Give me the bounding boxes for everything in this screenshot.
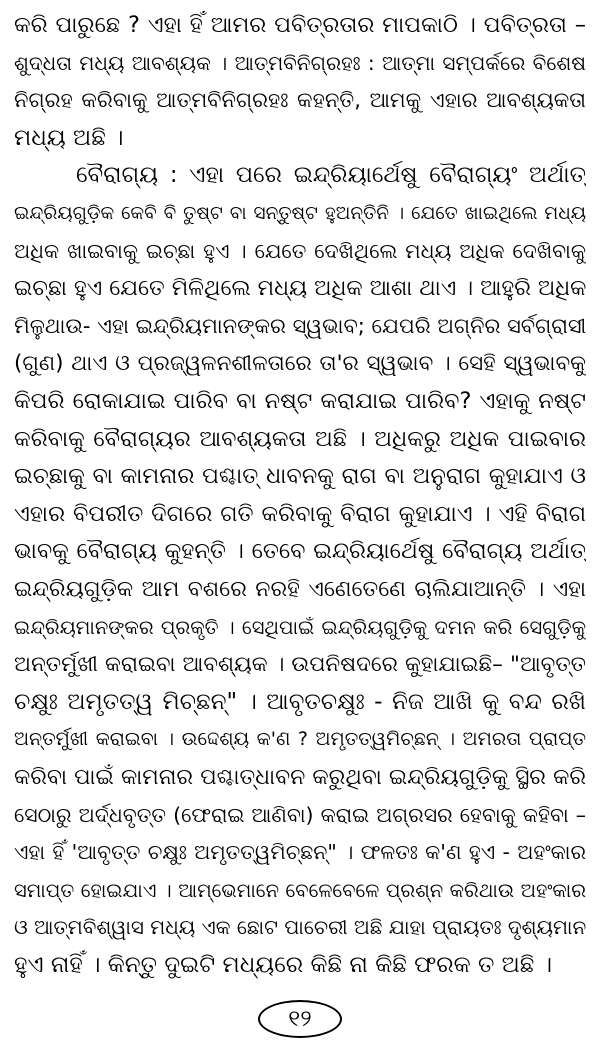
text-line: ଶୁଦ୍ଧତା ମଧ୍ୟ ଆବଶ୍ୟକ । ଆତ୍ମବିନିଗ୍ରହଃ : ଆତ୍ମା ସମ୍ପର୍କରେ ବିଶେଷ — [14, 50, 586, 75]
text-line: କରିବା ପାଇଁ କାମନାର ପଶ୍ଚାତ୍‌ଧାବନ କରୁଥିବା ଇନ୍ଦ୍ରିୟଗୁଡ଼ିକୁ ସ୍ଥିର କରି — [14, 765, 586, 790]
text-line: ଏହା ହିଁ 'ଆବୃତ୍ତ ଚକ୍ଷୁଃ ଅମୃତତ୍ୱମିଚ୍ଛନ୍" । ଫଳତଃ କ'ଣ ହୁଏ - ଅହଂକାର — [14, 840, 586, 865]
text-line: ହୁଏ ନାହିଁ । କିନ୍ତୁ ଦୁଇଟି ମଧ୍ୟରେ କିଛି ନା କିଛି ଫରକ ତ ଅଛି । — [14, 952, 553, 978]
text-line: ଇଚ୍ଛା ହୁଏ ଯେତେ ମିଳିଥିଲେ ମଧ୍ୟ ଅଧିକ ଆଶା ଥାଏ । ଆହୁରି ଅଧିକ — [14, 276, 586, 302]
text-line: ଇନ୍ଦ୍ରିୟଗୁଡ଼ିକ କେବି ବି ତୁଷ୍ଟ ବା ସନ୍ତୁଷ୍ଟ ହୁଅନ୍ତିନି । ଯେତେ ଖାଇଥିଲେ ମଧ୍ୟ — [14, 203, 586, 224]
text-line: ଇଚ୍ଛାକୁ ବା କାମନାର ପଶ୍ଚାତ୍ ଧାବନକୁ ରାଗ ବା ଅନୁରାଗ କୁହାଯାଏ ଓ — [14, 463, 586, 490]
text-line: ମଧ୍ୟ ଅଛି । — [14, 124, 124, 151]
page-number: ୧୨ — [258, 1000, 342, 1038]
text-line: ଭାବକୁ ବୈରାଗ୍ୟ କୁହନ୍ତି । ତେବେ ଇନ୍ଦ୍ରିୟାର୍ଥେଷୁ ବୈରାଗ୍ୟ ଅର୍ଥାତ୍ — [14, 538, 586, 565]
section-heading-line: ବୈରାଗ୍ୟ : ଏହା ପରେ ଇନ୍ଦ୍ରିୟାର୍ଥେଷୁ ବୈରାଗ୍ୟଂ ଅର୍ଥାତ୍ — [76, 162, 586, 189]
text-line: ଚକ୍ଷୁଃ ଅମୃତତ୍ୱ ମିଚ୍ଛନ୍" । ଆବୃତଚକ୍ଷୁଃ - ନିଜ ଆଖି କୁ ବନ୍ଦ ରଖି — [14, 688, 586, 715]
text-line: କରିବାକୁ ବୈରାଗ୍ୟର ଆବଶ୍ୟକତା ଅଛି । ଅଧିକରୁ ଅଧିକ ପାଇବାର — [14, 425, 586, 452]
text-line: ନିଗ୍ରହ କରିବାକୁ ଆତ୍ମବିନିଗ୍ରହଃ କହନ୍ତି, ଆମକୁ ଏହାର ଆବଶ୍ୟକତା — [14, 88, 586, 113]
text-line: ଓ ଆତ୍ମବିଶ୍ୱାସ ମଧ୍ୟ ଏକ ଛୋଟ ପାଚେରୀ ଅଛି ଯାହା ପ୍ରାୟତଃ ଦୃଶ୍ୟମାନ — [14, 915, 586, 940]
text-line: ଇନ୍ଦ୍ରିୟମାନଙ୍କର ପ୍ରକୃତି । ସେଥିପାଇଁ ଇନ୍ଦ୍ରିୟଗୁଡ଼ିକୁ ଦମନ କରି ସେଗୁଡ଼ିକୁ — [14, 615, 586, 639]
text-line: ଅଧିକ ଖାଇବାକୁ ଇଚ୍ଛା ହୁଏ । ଯେତେ ଦେଖିଥିଲେ ମଧ୍ୟ ଅଧିକ ଦେଖିବାକୁ — [14, 238, 586, 263]
text-line: କିପରି ରୋକାଯାଇ ପାରିବ ବା ନଷ୍ଟ କରାଯାଇ ପାରିବ? ଏହାକୁ ନଷ୍ଟ — [14, 388, 586, 414]
text-line: (ଗୁଣ) ଥାଏ ଓ ପ୍ରଜ୍ୱଳନଶୀଳତାରେ ତା'ର ସ୍ୱଭାବ । ସେହି ସ୍ୱଭାବକୁ — [14, 351, 586, 377]
text-line: କରି ପାରୁଛେ ? ଏହା ହିଁ ଆମର ପବିତ୍ରତାର ମାପକାଠି । ପବିତ୍ରତା – — [14, 12, 586, 38]
text-line: ସେଠାରୁ ଅର୍ଦ୍ଧବୃତ୍ତ (ଫେରାଇ ଆଣିବା) କରାଇ ଅଗ୍ରସର ହେବାକୁ କହିବା – — [14, 802, 586, 827]
text-line: ଅନ୍ତର୍ମୁଖୀ କରାଇବା । ଉଦ୍ଦେଶ୍ୟ କ'ଣ ? ଅମୃତତ୍ୱମିଚ୍ଛନ୍ । ଅମରତା ପ୍ରାପ୍ତ — [14, 728, 586, 751]
text-line: ଅନ୍ତର୍ମୁଖୀ କରାଇବା ଆବଶ୍ୟକ । ଉପନିଷଦରେ କୁହାଯାଇଛି– "ଆବୃତ୍ତ — [14, 652, 586, 678]
text-line: ଏହାର ବିପରୀତ ଦିଗରେ ଗତି କରିବାକୁ ବିରାଗ କୁହାଯାଏ । ଏହି ବିରାଗ — [14, 500, 586, 527]
text-line: ମିଳୁଥାଉ- ଏହା ଇନ୍ଦ୍ରିୟମାନଙ୍କର ସ୍ୱଭାବ; ଯେପରି ଅଗ୍ନିର ସର୍ବଗ୍ରାସୀ — [14, 313, 586, 338]
text-line: ସମାପ୍ତ ହୋଇଯାଏ । ଆମ୍ଭେମାନେ ବେଳେବେଳେ ପ୍ରଶ୍ନ କରିଥାଉ ଅହଂକାର — [14, 878, 586, 902]
text-line: ଇନ୍ଦ୍ରିୟଗୁଡ଼ିକ ଆମ ବଶରେ ନରହି ଏଣେତେଣେ ଚାଲିଯାଆନ୍ତି । ଏହା — [14, 577, 586, 602]
